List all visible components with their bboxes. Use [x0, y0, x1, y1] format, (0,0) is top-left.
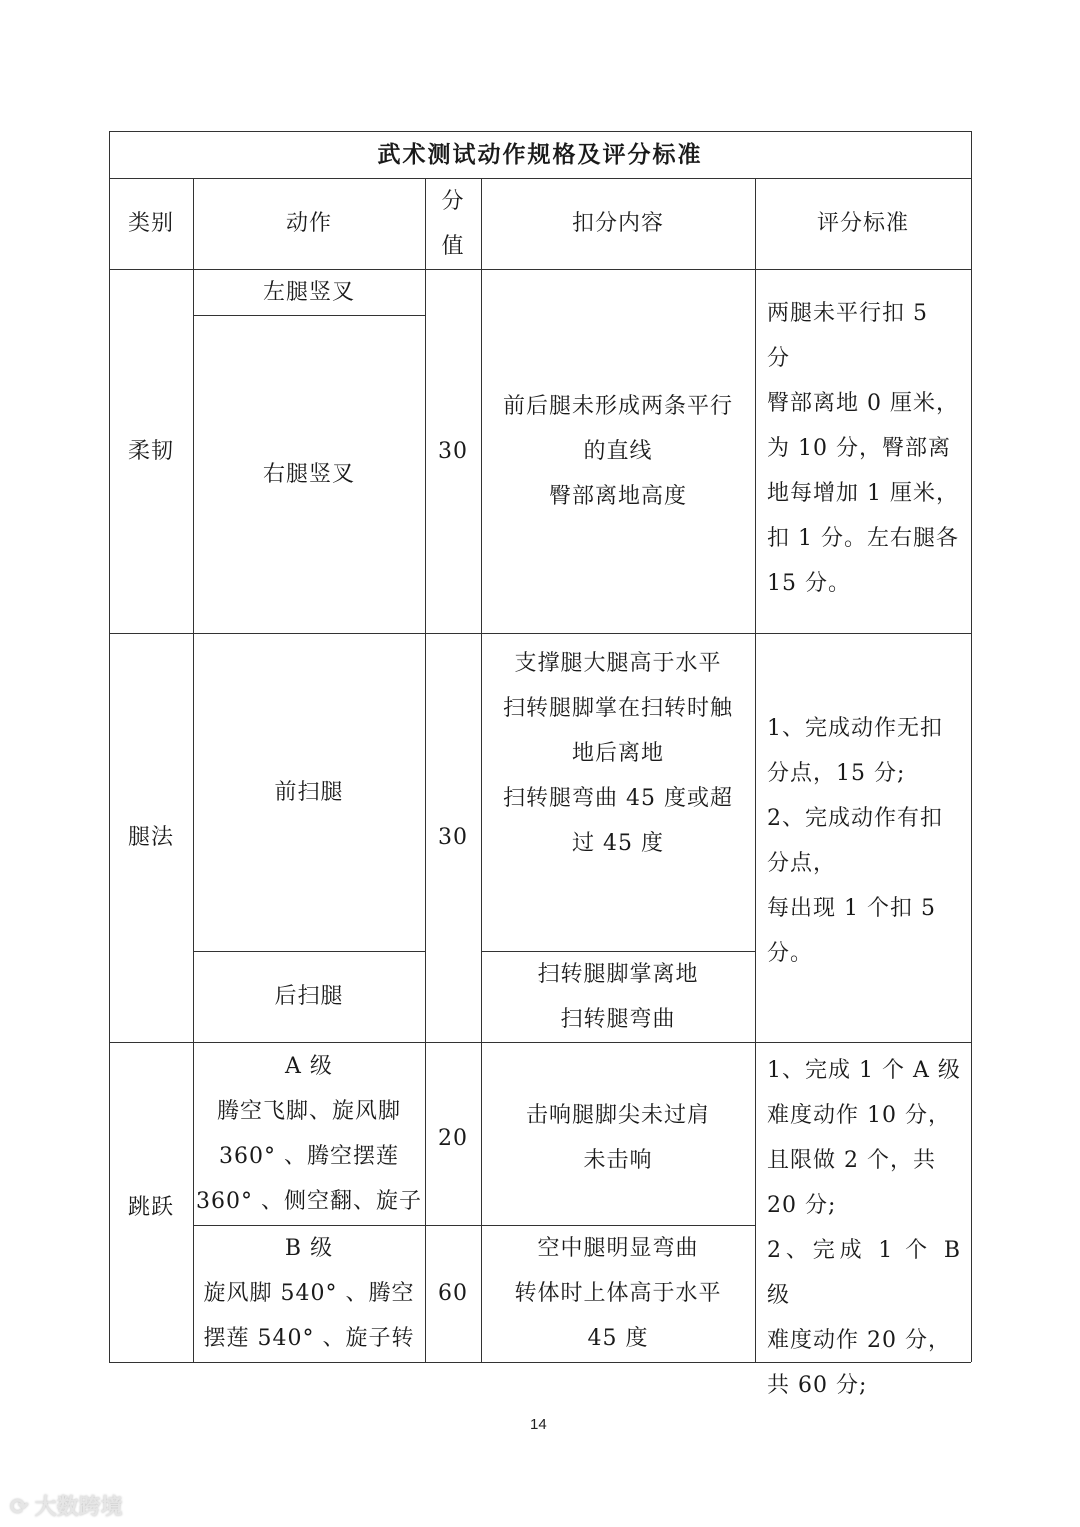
deduction-line: 扫转腿弯曲 45 度或超 [503, 786, 733, 811]
header-score [425, 178, 481, 269]
table-title: 武术测试动作规格及评分标准 [377, 141, 703, 168]
action-line: 旋风脚 540° 、腾空 [203, 1281, 415, 1306]
header-category: 类别 [127, 211, 174, 236]
deduction-line: 支撑腿大腿高于水平 [514, 651, 722, 676]
deduction-line: 45 度 [587, 1326, 649, 1351]
criteria-line: 15 分。 [767, 571, 851, 596]
header-criteria: 评分标准 [816, 211, 909, 236]
row-flexibility-action-left: 左腿竖叉 [262, 279, 355, 305]
row-flexibility-category: 柔韧 [127, 438, 174, 464]
criteria-line: 扣 1 分。左右腿各 [767, 526, 959, 551]
action-line: 360° 、侧空翻、旋子 [196, 1188, 422, 1214]
deduction-line: 的直线 [583, 438, 653, 464]
deduction-line: 地后离地 [571, 741, 664, 766]
row-flexibility-criteria [755, 269, 971, 633]
action-line: B 级 [284, 1236, 334, 1261]
row-legwork-score: 30 [438, 825, 468, 850]
criteria-line: 为 10 分，臀部离 [767, 436, 951, 461]
criteria-line: 共 60 分; [767, 1373, 868, 1398]
deduction-line: 扫转腿脚掌离地 [537, 961, 699, 987]
deduction-line: 击响腿脚尖未过肩 [525, 1103, 710, 1128]
table-border-right [971, 131, 972, 1362]
row-jump-criteria [755, 1042, 971, 1398]
row-jump-category: 跳跃 [127, 1195, 174, 1220]
row-legwork-deduction-back [481, 951, 755, 1042]
deduction-line: 空中腿明显弯曲 [537, 1236, 699, 1261]
row-jump-score-b: 60 [438, 1281, 468, 1306]
criteria-line: 分。 [767, 941, 814, 966]
criteria-line: 两腿未平行扣 5 [767, 301, 928, 326]
criteria-line: 1、完成 1 个 A 级 [767, 1058, 961, 1083]
deduction-line: 扫转腿脚掌在扫转时触 [502, 696, 733, 721]
deduction-line: 转体时上体高于水平 [514, 1281, 722, 1306]
criteria-line: 2、完成 1 个 B 级 [767, 1238, 961, 1308]
criteria-line: 难度动作 20 分， [767, 1328, 951, 1353]
criteria-line: 地每增加 1 厘米， [767, 481, 959, 506]
criteria-line: 分点， [767, 851, 837, 876]
watermark-logo [10, 1490, 123, 1521]
row-flexibility-action-right: 右腿竖叉 [262, 461, 355, 487]
action-line: A 级 [285, 1053, 333, 1079]
criteria-line: 2、完成动作有扣 [767, 806, 943, 831]
watermark-text: 大数跨境 [34, 1494, 123, 1519]
header-deduction: 扣分内容 [571, 211, 664, 236]
row-jump-score-a: 20 [438, 1126, 468, 1151]
header-score-line2: 值 [441, 233, 465, 259]
row-legwork-category: 腿法 [127, 825, 174, 850]
criteria-line: 臀部离地 0 厘米， [767, 391, 959, 416]
row-jump-deduction-b [481, 1225, 755, 1362]
deduction-line: 前后腿未形成两条平行 [502, 393, 733, 419]
row-jump-action-b [193, 1225, 425, 1362]
header-score-line1: 分 [441, 188, 465, 214]
row-legwork-criteria [755, 633, 971, 1042]
criteria-line: 且限做 2 个，共 [767, 1148, 936, 1173]
criteria-line: 20 分; [767, 1193, 837, 1218]
watermark-icon: ⟳ [10, 1494, 29, 1519]
row-legwork-deduction-front [481, 633, 755, 951]
criteria-line: 分 [767, 346, 791, 371]
criteria-line: 每出现 1 个扣 5 [767, 896, 936, 921]
row-flexibility-score: 30 [438, 438, 468, 464]
row-legwork-action-front: 前扫腿 [274, 779, 344, 805]
deduction-line: 臀部离地高度 [548, 483, 687, 509]
header-action: 动作 [285, 211, 332, 236]
criteria-line: 难度动作 10 分， [767, 1103, 951, 1128]
row-legwork-action-back: 后扫腿 [274, 984, 344, 1009]
row-jump-deduction-a [481, 1042, 755, 1225]
page-number: 14 [530, 1416, 547, 1433]
action-line: 摆莲 540° 、旋子转 [203, 1326, 415, 1351]
action-line: 腾空飞脚、旋风脚 [216, 1098, 401, 1124]
criteria-line: 1、完成动作无扣 [767, 716, 943, 741]
row-flexibility-deduction [481, 269, 755, 633]
row-jump-action-a [193, 1042, 425, 1225]
deduction-line: 扫转腿弯曲 [560, 1006, 676, 1032]
deduction-line: 未击响 [583, 1148, 653, 1173]
criteria-line: 分点，15 分; [767, 761, 906, 786]
deduction-line: 过 45 度 [572, 831, 664, 856]
action-line: 360° 、腾空摆莲 [219, 1143, 399, 1169]
